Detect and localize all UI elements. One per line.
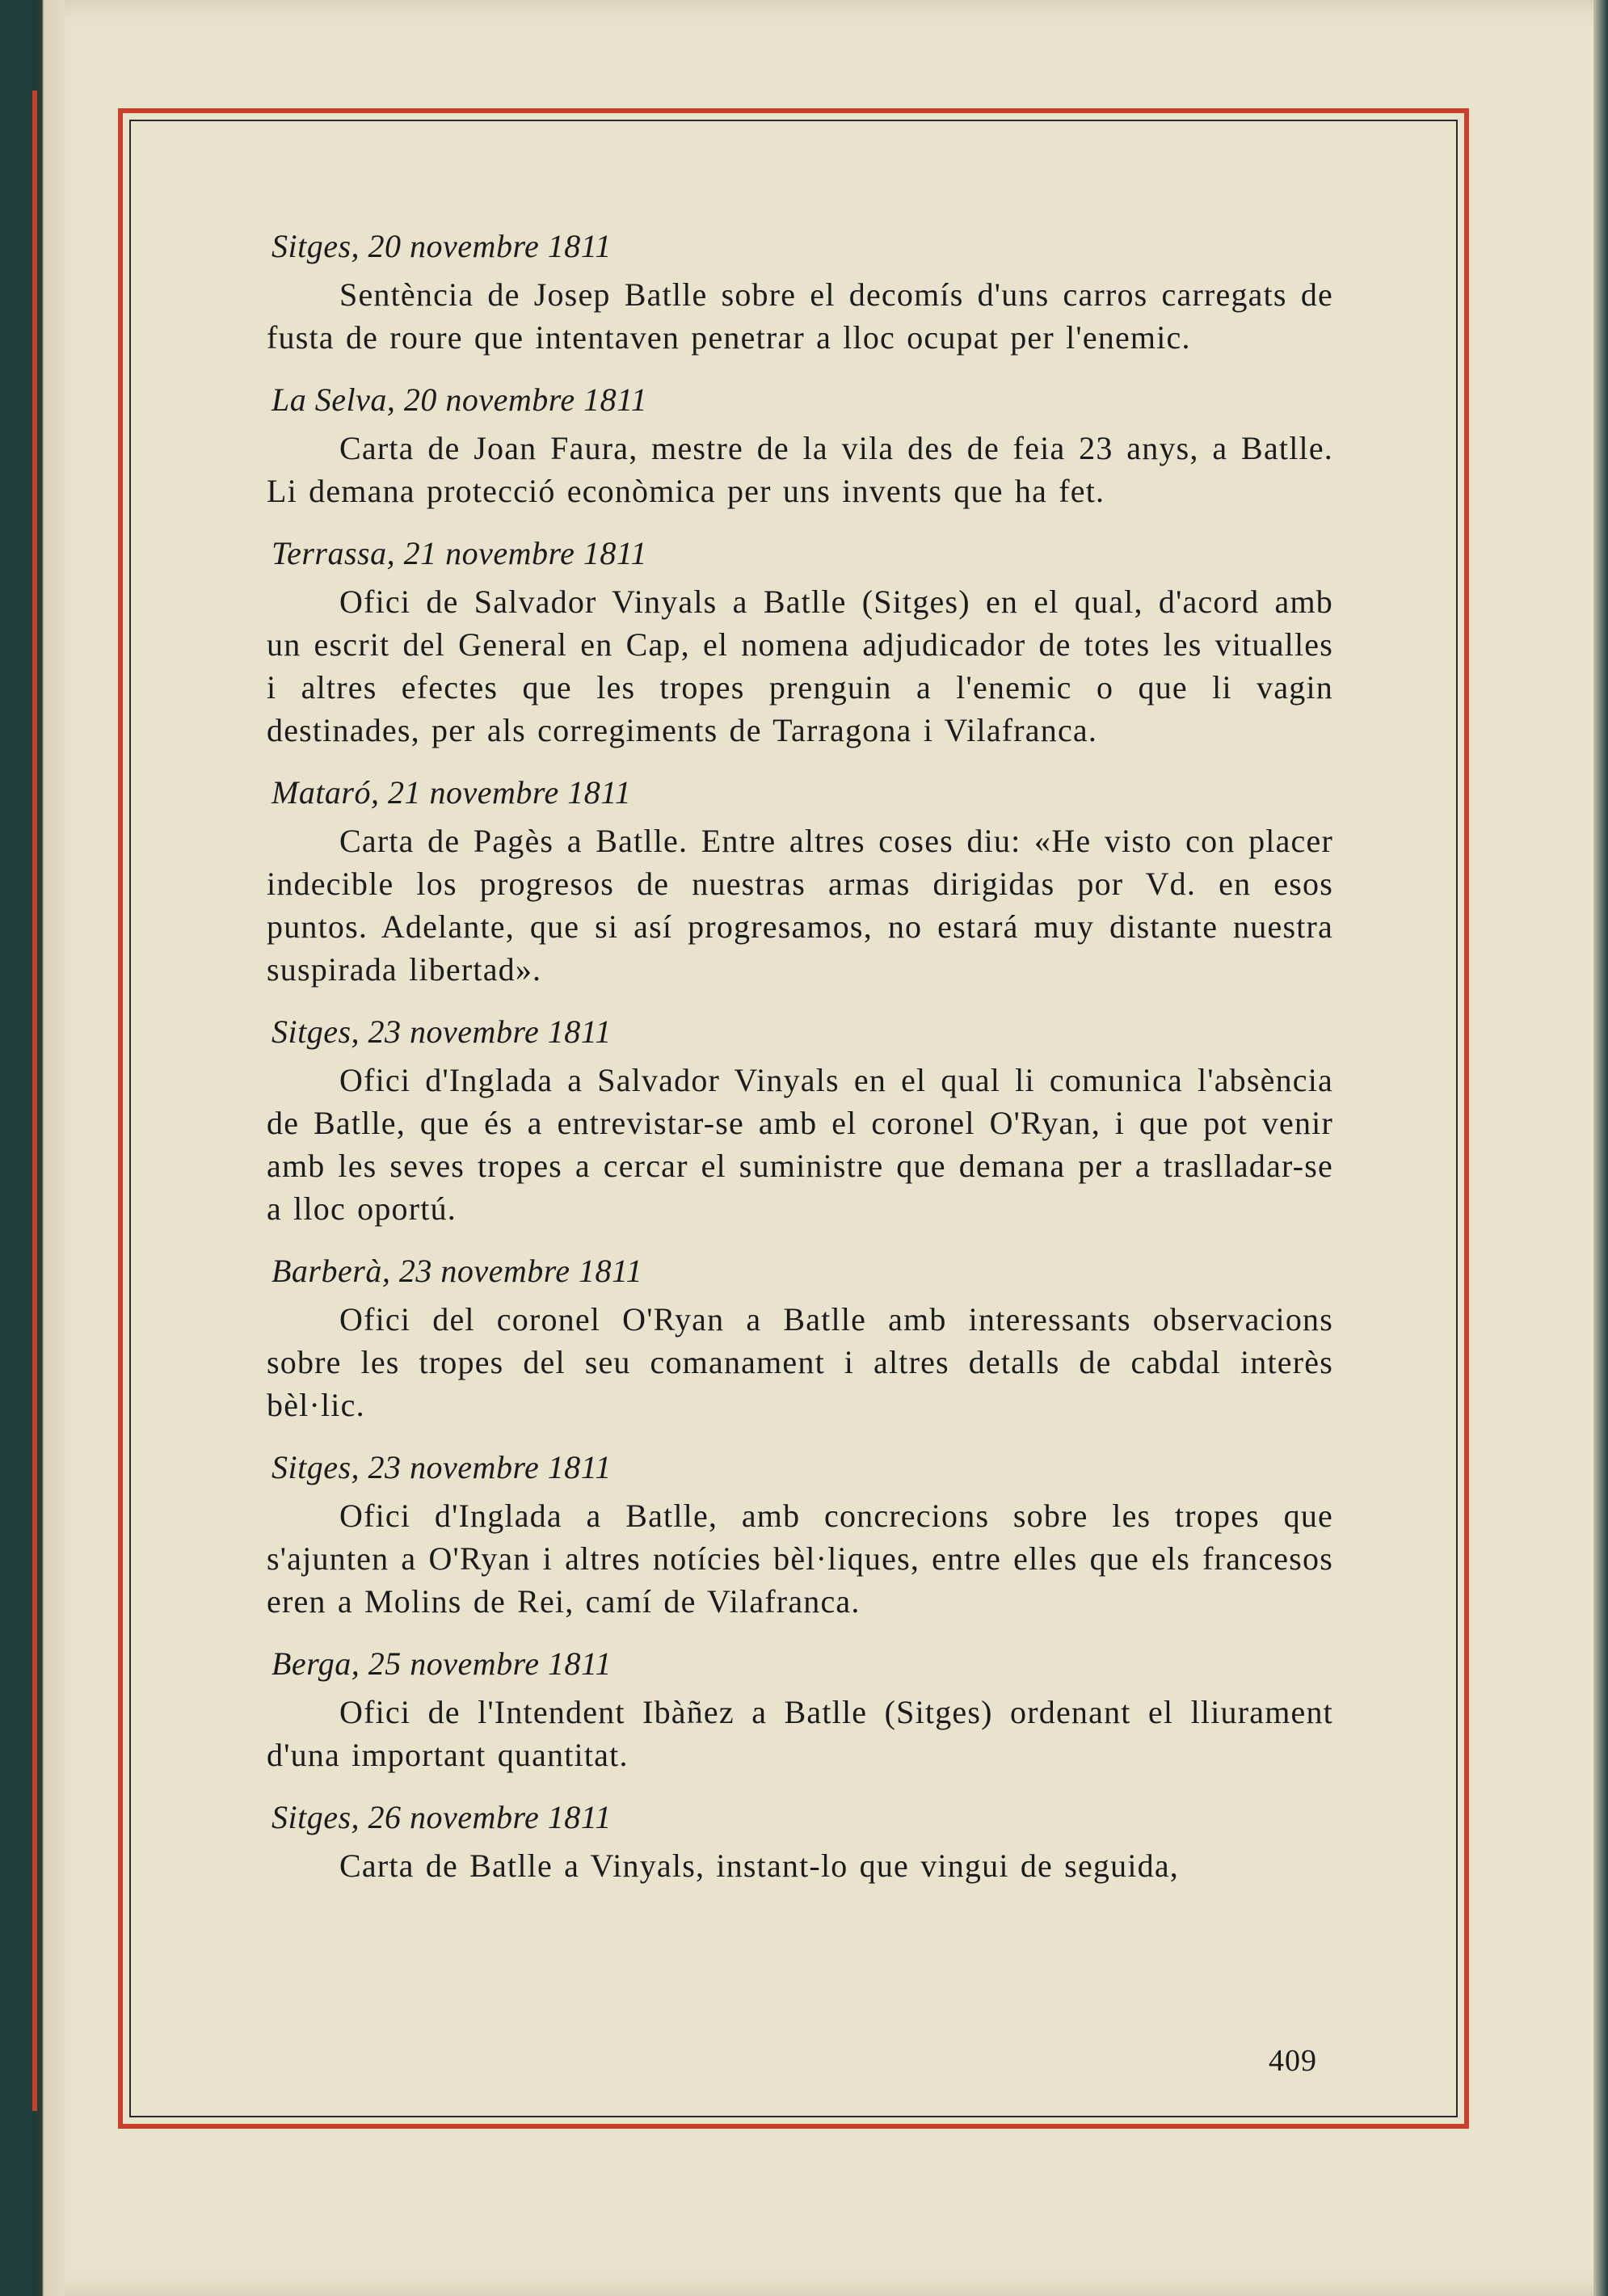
document-body (267, 226, 1333, 1908)
entry (267, 1012, 1333, 1230)
entry (267, 380, 1333, 512)
entry-body: Carta de Joan Faura, mestre de la vila des de feia 23 anys, a Batlle. Li demana protecció econòmica per uns invents que ha fet. (267, 430, 1333, 509)
entry-heading: Sitges, 20 novembre 1811 (272, 228, 612, 264)
entry-heading: La Selva, 20 novembre 1811 (272, 381, 648, 418)
page-number: 409 (1269, 2044, 1317, 2078)
entry-body: Ofici d'Inglada a Batlle, amb concrecions sobre les tropes que s'ajunten a O'Ryan i altres notícies bèl·liques, entre elles que els francesos eren a Molins de Rei, camí de Vilafranca. (267, 1498, 1333, 1620)
entry (267, 1251, 1333, 1426)
entry-heading: Terrassa, 21 novembre 1811 (272, 535, 647, 571)
entry (267, 1644, 1333, 1776)
entry-body: Sentència de Josep Batlle sobre el decomís d'uns carros carregats de fusta de roure que intentaven penetrar a lloc ocupat per l'enemic. (267, 276, 1333, 356)
entry (267, 1797, 1333, 1887)
entry (267, 226, 1333, 359)
entry-body: Ofici de l'Intendent Ibàñez a Batlle (Sitges) ordenant el lliurament d'una important quantitat. (267, 1694, 1333, 1773)
entry-heading: Sitges, 23 novembre 1811 (272, 1449, 612, 1485)
entry-heading: Barberà, 23 novembre 1811 (272, 1253, 643, 1289)
entry-body: Ofici del coronel O'Ryan a Batlle amb interessants observacions sobre les tropes del seu comanament i altres detalls de cabdal interès bèl·lic. (267, 1301, 1333, 1423)
facing-page-border (32, 91, 37, 2111)
book-page (32, 0, 1608, 2296)
entry (267, 773, 1333, 991)
entry-body: Carta de Pagès a Batlle. Entre altres coses diu: «He visto con placer indecible los progresos de nuestras armas dirigidas por Vd. en esos puntos. Adelante, que si así progresamos, no estará muy distante nuestra suspirada libertad». (267, 823, 1333, 988)
entry-body: Ofici de Salvador Vinyals a Batlle (Sitges) en el qual, d'acord amb un escrit del General en Cap, el nomena adjudicador de totes les vitualles i altres efectes que les tropes prenguin a l'enemic o que li vagin destinades, per als corregiments de Tarragona i Vilafranca. (267, 583, 1333, 748)
entry-body: Ofici d'Inglada a Salvador Vinyals en el qual li comunica l'absència de Batlle, que és a entrevistar-se amb el coronel O'Ryan, i que pot venir amb les seves tropes a cercar el suministre que demana per a traslladar-se a lloc oportú. (267, 1062, 1333, 1227)
entry-heading: Berga, 25 novembre 1811 (272, 1645, 612, 1682)
entry-heading: Sitges, 26 novembre 1811 (272, 1799, 612, 1835)
entry-heading: Mataró, 21 novembre 1811 (272, 774, 632, 811)
page-gutter (32, 0, 65, 2296)
entry (267, 1447, 1333, 1623)
page-edge-shadow (1593, 0, 1608, 2296)
entry-heading: Sitges, 23 novembre 1811 (272, 1013, 612, 1050)
entry (267, 533, 1333, 752)
entry-body: Carta de Batlle a Vinyals, instant-lo que vingui de seguida, (339, 1847, 1179, 1884)
